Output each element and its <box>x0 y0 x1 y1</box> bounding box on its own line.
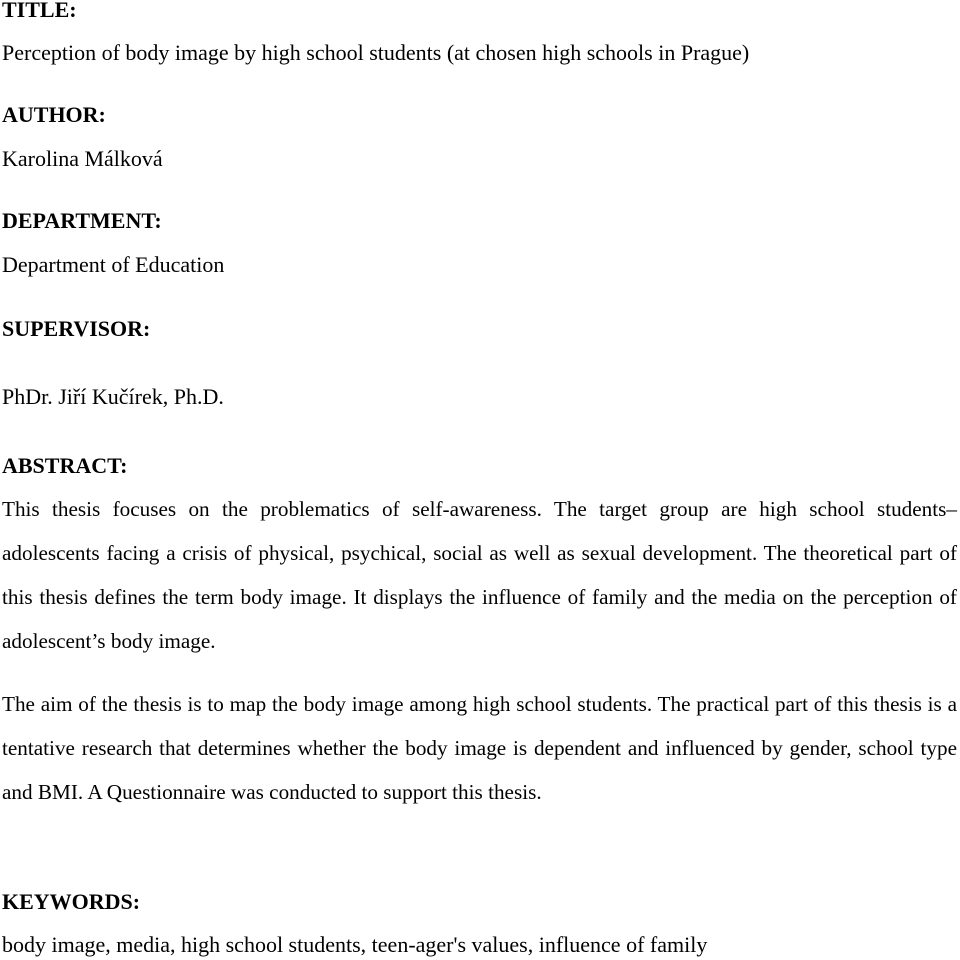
department-label: DEPARTMENT: <box>2 208 162 233</box>
supervisor-label: SUPERVISOR: <box>2 316 151 341</box>
author-label: AUTHOR: <box>2 102 106 127</box>
keywords-value: body image, media, high school students, teen-ager's values, influence of family <box>2 932 708 957</box>
title-label: TITLE: <box>2 0 77 22</box>
abstract-label: ABSTRACT: <box>2 453 128 478</box>
abstract-paragraph-2: The aim of the thesis is to map the body image among high school students. The practical part of this thesis is a tentative research that determines whether the body image is dependent and influenced by gender, school type and BMI. A Questionnaire was conducted to support this thesis. <box>2 692 957 804</box>
author-value: Karolina Málková <box>2 146 163 171</box>
keywords-label: KEYWORDS: <box>2 889 141 914</box>
abstract-paragraph-1: This thesis focuses on the problematics of self-awareness. The target group are high school students– adolescents facing a crisis of physical, psychical, social as well as sexual development. The theoretical part of this thesis defines the term body image. It displays the influence of family and the media on the perception of adolescent’s body image. <box>2 497 957 653</box>
supervisor-value: PhDr. Jiří Kučírek, Ph.D. <box>2 384 224 409</box>
department-value: Department of Education <box>2 252 225 277</box>
title-value: Perception of body image by high school students (at chosen high schools in Prague) <box>2 40 750 65</box>
